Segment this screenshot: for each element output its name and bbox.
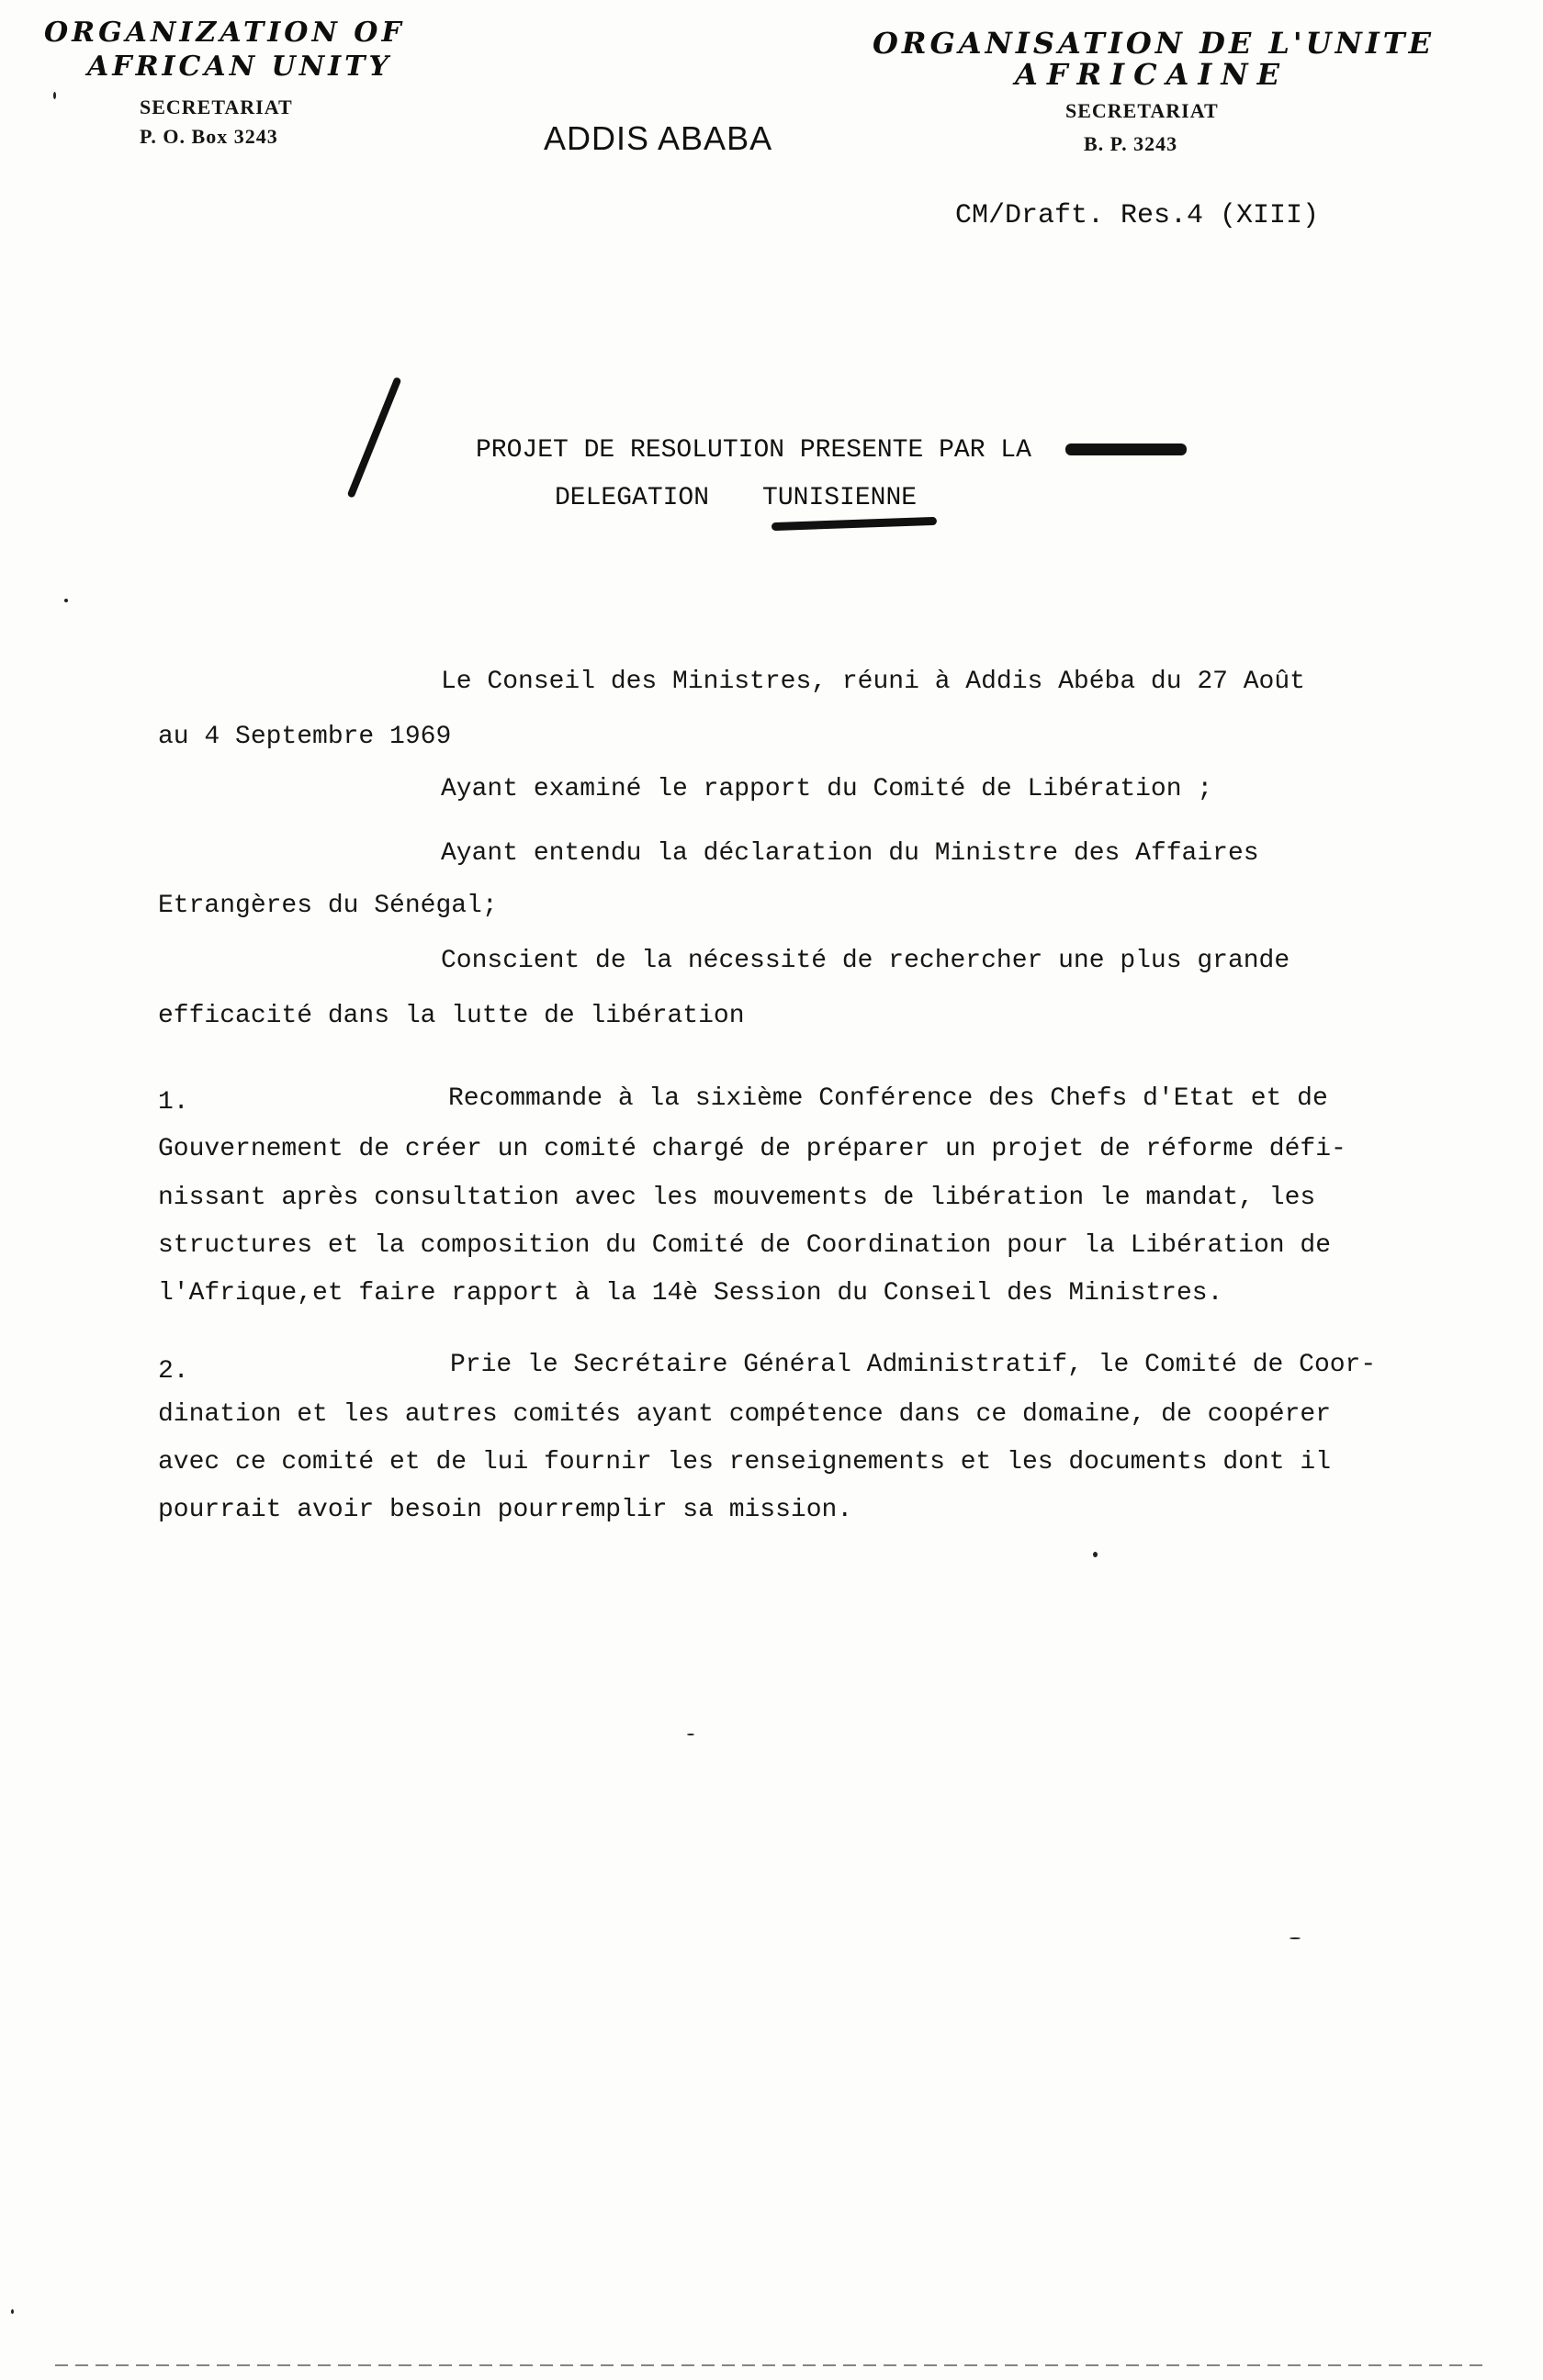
letterhead-right-box: B. P. 3243 (1084, 132, 1178, 155)
operative-line: Prie le Secrétaire Général Administratif, le Comité de Coor- (450, 1351, 1377, 1379)
scan-speck (11, 2309, 14, 2314)
letterhead-right-line1: ORGANISATION DE L'UNITE (873, 26, 1435, 61)
operative-line: nissant après consultation avec les mouvements de libération le mandat, les (158, 1184, 1316, 1212)
operative-line: avec ce comité et de lui fournir les renseignements et les documents dont il (158, 1448, 1332, 1476)
title-country: TUNISIENNE (762, 484, 918, 512)
title-line2 (555, 484, 917, 512)
letterhead-city: ADDIS ABABA (544, 119, 773, 157)
handwritten-slash-mark (347, 376, 402, 499)
scan-speck (64, 599, 68, 602)
scan-speck (687, 1734, 694, 1735)
title-delegation: DELEGATION (555, 484, 710, 512)
preamble-line: Le Conseil des Ministres, réuni à Addis Abéba du 27 Août (441, 668, 1305, 696)
letterhead-right-line2: AFRICAINE (1015, 57, 1290, 92)
operative-line: Gouvernement de créer un comité chargé de préparer un projet de réforme défi- (158, 1135, 1346, 1163)
document-reference: CM/Draft. Res.4 (XIII) (955, 200, 1320, 231)
preamble-line: Etrangères du Sénégal; (158, 892, 498, 920)
letterhead-left-box: P. O. Box 3243 (140, 125, 278, 148)
letterhead-left-secretariat: SECRETARIAT (140, 95, 293, 118)
paragraph-number: 1. (158, 1088, 189, 1117)
operative-line: Recommande à la sixième Conférence des Chefs d'Etat et de (448, 1084, 1328, 1113)
letterhead-left-line1: ORGANIZATION OF (44, 17, 405, 49)
preamble-line: efficacité dans la lutte de libération (158, 1002, 745, 1030)
operative-line: l'Afrique,et faire rapport à la 14è Session du Conseil des Ministres. (158, 1279, 1223, 1308)
letterhead-right-secretariat: SECRETARIAT (1065, 99, 1219, 122)
handwritten-underline (772, 517, 937, 531)
letterhead-left-line2: AFRICAN UNITY (87, 51, 392, 83)
scan-speck (1290, 1937, 1301, 1939)
scan-speck (53, 92, 56, 99)
preamble-line: Ayant entendu la déclaration du Ministre des Affaires (441, 839, 1259, 868)
scan-edge-line (55, 2364, 1488, 2366)
operative-line: structures et la composition du Comité de Coordination pour la Libération de (158, 1231, 1332, 1260)
operative-line: pourrait avoir besoin pourremplir sa mission. (158, 1496, 853, 1524)
scan-speck (1093, 1552, 1098, 1557)
redaction-mark (1065, 443, 1187, 455)
preamble-line: au 4 Septembre 1969 (158, 723, 452, 751)
preamble-line: Conscient de la nécessité de rechercher une plus grande (441, 947, 1290, 975)
title-line1: PROJET DE RESOLUTION PRESENTE PAR LA (476, 436, 1031, 465)
preamble-line: Ayant examiné le rapport du Comité de Libération ; (441, 775, 1213, 803)
paragraph-number: 2. (158, 1357, 189, 1386)
operative-line: dination et les autres comités ayant compétence dans ce domaine, de coopérer (158, 1400, 1332, 1429)
